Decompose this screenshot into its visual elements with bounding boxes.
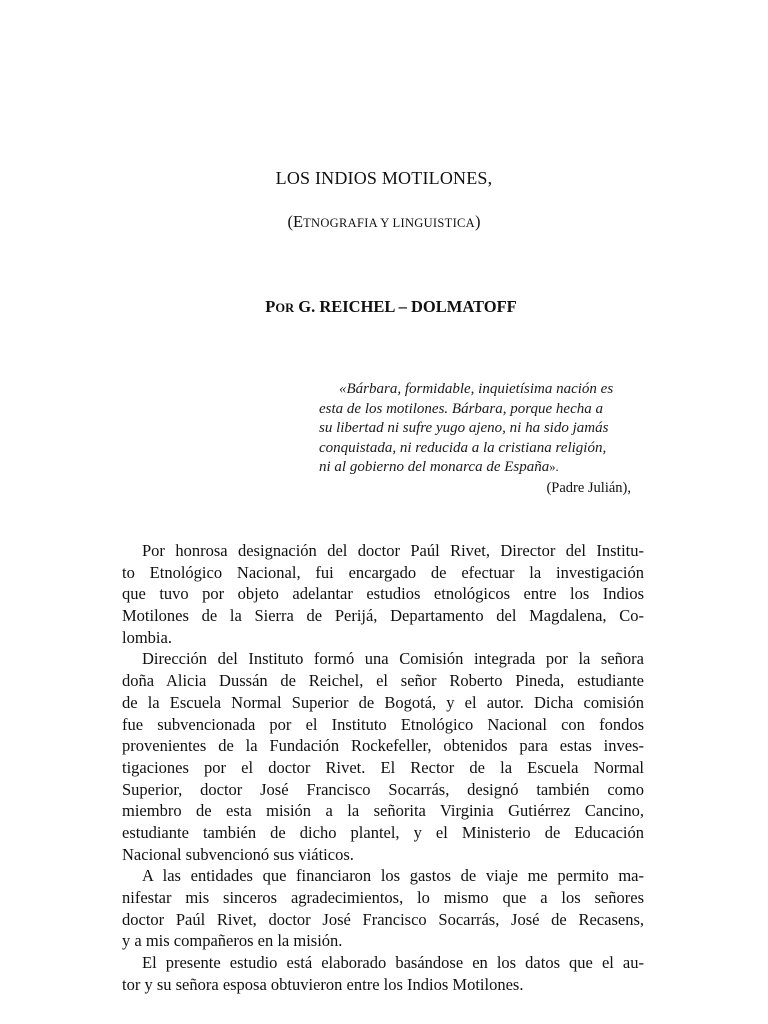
paragraph — [122, 540, 644, 648]
author-prefix: OR — [275, 301, 295, 315]
paragraph — [122, 952, 644, 995]
paragraph — [122, 865, 644, 952]
epigraph-line-last — [319, 458, 647, 478]
subtitle-rest: TNOGRAFIA Y LINGUISTICA — [303, 216, 476, 230]
body-line: to Etnológico Nacional, fui encargado de efectuar la investigación — [122, 562, 644, 582]
body-line: Motilones de la Sierra de Perijá, Departamento del Magdalena, Co- — [122, 606, 644, 626]
body-line: miembro de esta misión a la señorita Virginia Gutiérrez Cancino, — [122, 801, 644, 821]
epigraph-line: su libertad ni sufre yugo ajeno, ni ha sido jamás — [319, 420, 609, 437]
article-title: LOS INDIOS MOTILONES, — [275, 168, 493, 188]
body-line: tigaciones por el doctor Rivet. El Rector de la Escuela Normal — [122, 757, 644, 777]
author-initial: P — [265, 297, 276, 316]
subtitle-open-paren: ( — [287, 212, 293, 231]
epigraph-quote — [319, 380, 647, 478]
body-line: doctor Paúl Rivet, doctor José Francisco Socarrás, José de Recasens, — [122, 909, 644, 929]
subtitle-close-paren: ) — [475, 212, 481, 231]
epigraph-line: «Bárbara, formidable, inquietísima nación es — [339, 381, 614, 397]
subtitle-initial: E — [292, 212, 304, 231]
article-subtitle — [0, 212, 768, 232]
article-author — [0, 297, 768, 317]
epigraph-line: conquistada, ni reducida a la cristiana religión, — [319, 439, 607, 456]
epigraph-attribution: (Padre Julián), — [546, 480, 631, 496]
paragraph — [122, 648, 644, 865]
epigraph-closing-mark: ». — [549, 460, 559, 475]
body-line: fue subvencionada por el Instituto Etnológico Nacional con fondos — [122, 714, 644, 734]
epigraph-line-text: ni al gobierno del monarca de España — [319, 459, 550, 476]
body-line: que tuvo por objeto adelantar estudios etnológicos entre los Indios — [122, 584, 644, 604]
author-name: G. REICHEL – DOLMATOFF — [294, 297, 517, 316]
body-line: A las entidades que financiaron los gastos de viaje me permito ma- — [142, 866, 644, 886]
body-line: Superior, doctor José Francisco Socarrás, designó también como — [122, 779, 644, 799]
body-line: lombia. — [122, 627, 172, 647]
body-line: y a mis compañeros en la misión. — [122, 931, 343, 951]
body-line: tor y su señora esposa obtuvieron entre los Indios Motilones. — [122, 974, 524, 994]
body-line: Nacional subvencionó sus viáticos. — [122, 844, 354, 864]
body-line: Por honrosa designación del doctor Paúl Rivet, Director del Institu- — [142, 541, 644, 560]
body-line: doña Alicia Dussán de Reichel, el señor Roberto Pineda, estudiante — [122, 671, 644, 691]
article-body — [122, 540, 644, 995]
body-line: estudiante también de dicho plantel, y el Ministerio de Educación — [122, 822, 644, 842]
body-line: nifestar mis sinceros agradecimientos, lo mismo que a los señores — [122, 888, 644, 907]
epigraph-line: esta de los motilones. Bárbara, porque hecha a — [319, 400, 603, 417]
body-line: El presente estudio está elaborado basándose en los datos que el au- — [142, 953, 644, 973]
body-line: provenientes de la Fundación Rockefeller, obtenidos para estas inves- — [122, 736, 644, 756]
body-line: Dirección del Instituto formó una Comisión integrada por la señora — [142, 649, 644, 669]
body-line: de la Escuela Normal Superior de Bogotá, y el autor. Dicha comisión — [122, 692, 644, 712]
